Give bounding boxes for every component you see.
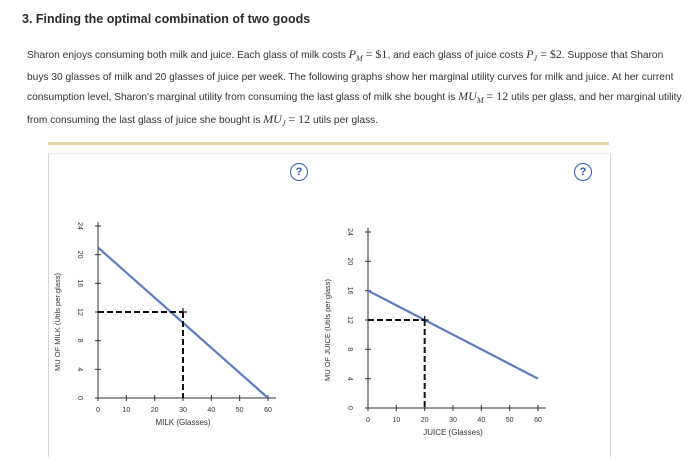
y-tick-label: 24 [76,222,84,230]
juice-price-value: = $2 [537,47,562,61]
y-axis-label: MU OF MILK (Utils per glass) [52,273,62,371]
y-tick-label: 0 [346,406,354,410]
text-segment: Sharon enjoys consuming both milk and juice. Each glass of milk costs [27,50,349,61]
text-segment: utils per glass, and her marginal utility from consuming the last glass of juice she bought is [27,92,682,127]
y-tick-label: 20 [76,250,84,259]
milk-price-subscript: M [355,54,363,64]
x-axis-label: MILK (Glasses) [155,418,211,427]
x-tick-label: 50 [235,407,244,414]
x-axis-label: JUICE (Glasses) [423,428,483,437]
x-tick-label: 40 [207,407,216,414]
y-tick-label: 0 [76,396,84,400]
x-tick-label: 10 [392,417,401,424]
mu-juice-subscript: J [281,119,286,129]
mu-juice-value: = 12 [285,112,311,127]
x-tick-label: 60 [534,417,542,424]
help-icon[interactable]: ? [290,163,308,181]
question-heading: 3. Finding the optimal combination of two goods [22,12,311,26]
mu-curve [368,291,538,379]
y-tick-label: 4 [76,367,84,372]
x-tick-label: 0 [366,417,370,424]
text-segment: . Suppose that Sharon buys 30 glasses of milk and 20 glasses of juice per week. The following graphs show her marginal utility curves for milk and juice. At her current consumption level, Sharon's marginal utility from consuming the last glass of milk she bought is [27,50,674,104]
problem-paragraph [27,45,687,133]
y-axis-label: MU OF JUICE (Utils per glass) [322,278,332,382]
x-tick-label: 40 [477,417,486,424]
x-tick-label: 50 [505,417,514,424]
y-tick-label: 24 [346,228,354,236]
milk-price-value: = $1 [362,47,388,61]
x-tick-label: 20 [420,417,429,424]
divider-rule [48,142,609,145]
mu-milk-value: = 12 [483,89,509,104]
y-tick-label: 8 [346,347,354,352]
x-tick-label: 0 [96,407,100,414]
y-tick-label: 8 [76,338,84,343]
y-tick-label: 16 [76,279,84,288]
x-tick-label: 30 [449,417,457,424]
help-icon[interactable]: ? [574,163,592,181]
x-tick-label: 20 [150,407,159,414]
milk-price-symbol: P [348,47,356,61]
y-tick-label: 16 [346,286,354,295]
milk-mu-chart [40,215,290,440]
mu-milk-symbol: MU [458,89,477,104]
text-segment: , and each glass of juice costs [387,50,527,61]
juice-mu-chart [322,215,560,440]
x-tick-label: 10 [122,407,131,414]
y-tick-label: 12 [346,316,354,324]
y-tick-label: 12 [76,308,84,316]
mu-juice-symbol: MU [263,112,282,127]
x-tick-label: 60 [264,407,272,414]
juice-price-subscript: J [533,54,538,64]
y-tick-label: 4 [346,376,354,381]
mu-milk-subscript: M [476,96,484,106]
x-tick-label: 30 [179,407,187,414]
y-tick-label: 20 [346,257,354,266]
text-segment: utils per glass. [310,115,379,127]
juice-price-symbol: P [526,47,534,61]
